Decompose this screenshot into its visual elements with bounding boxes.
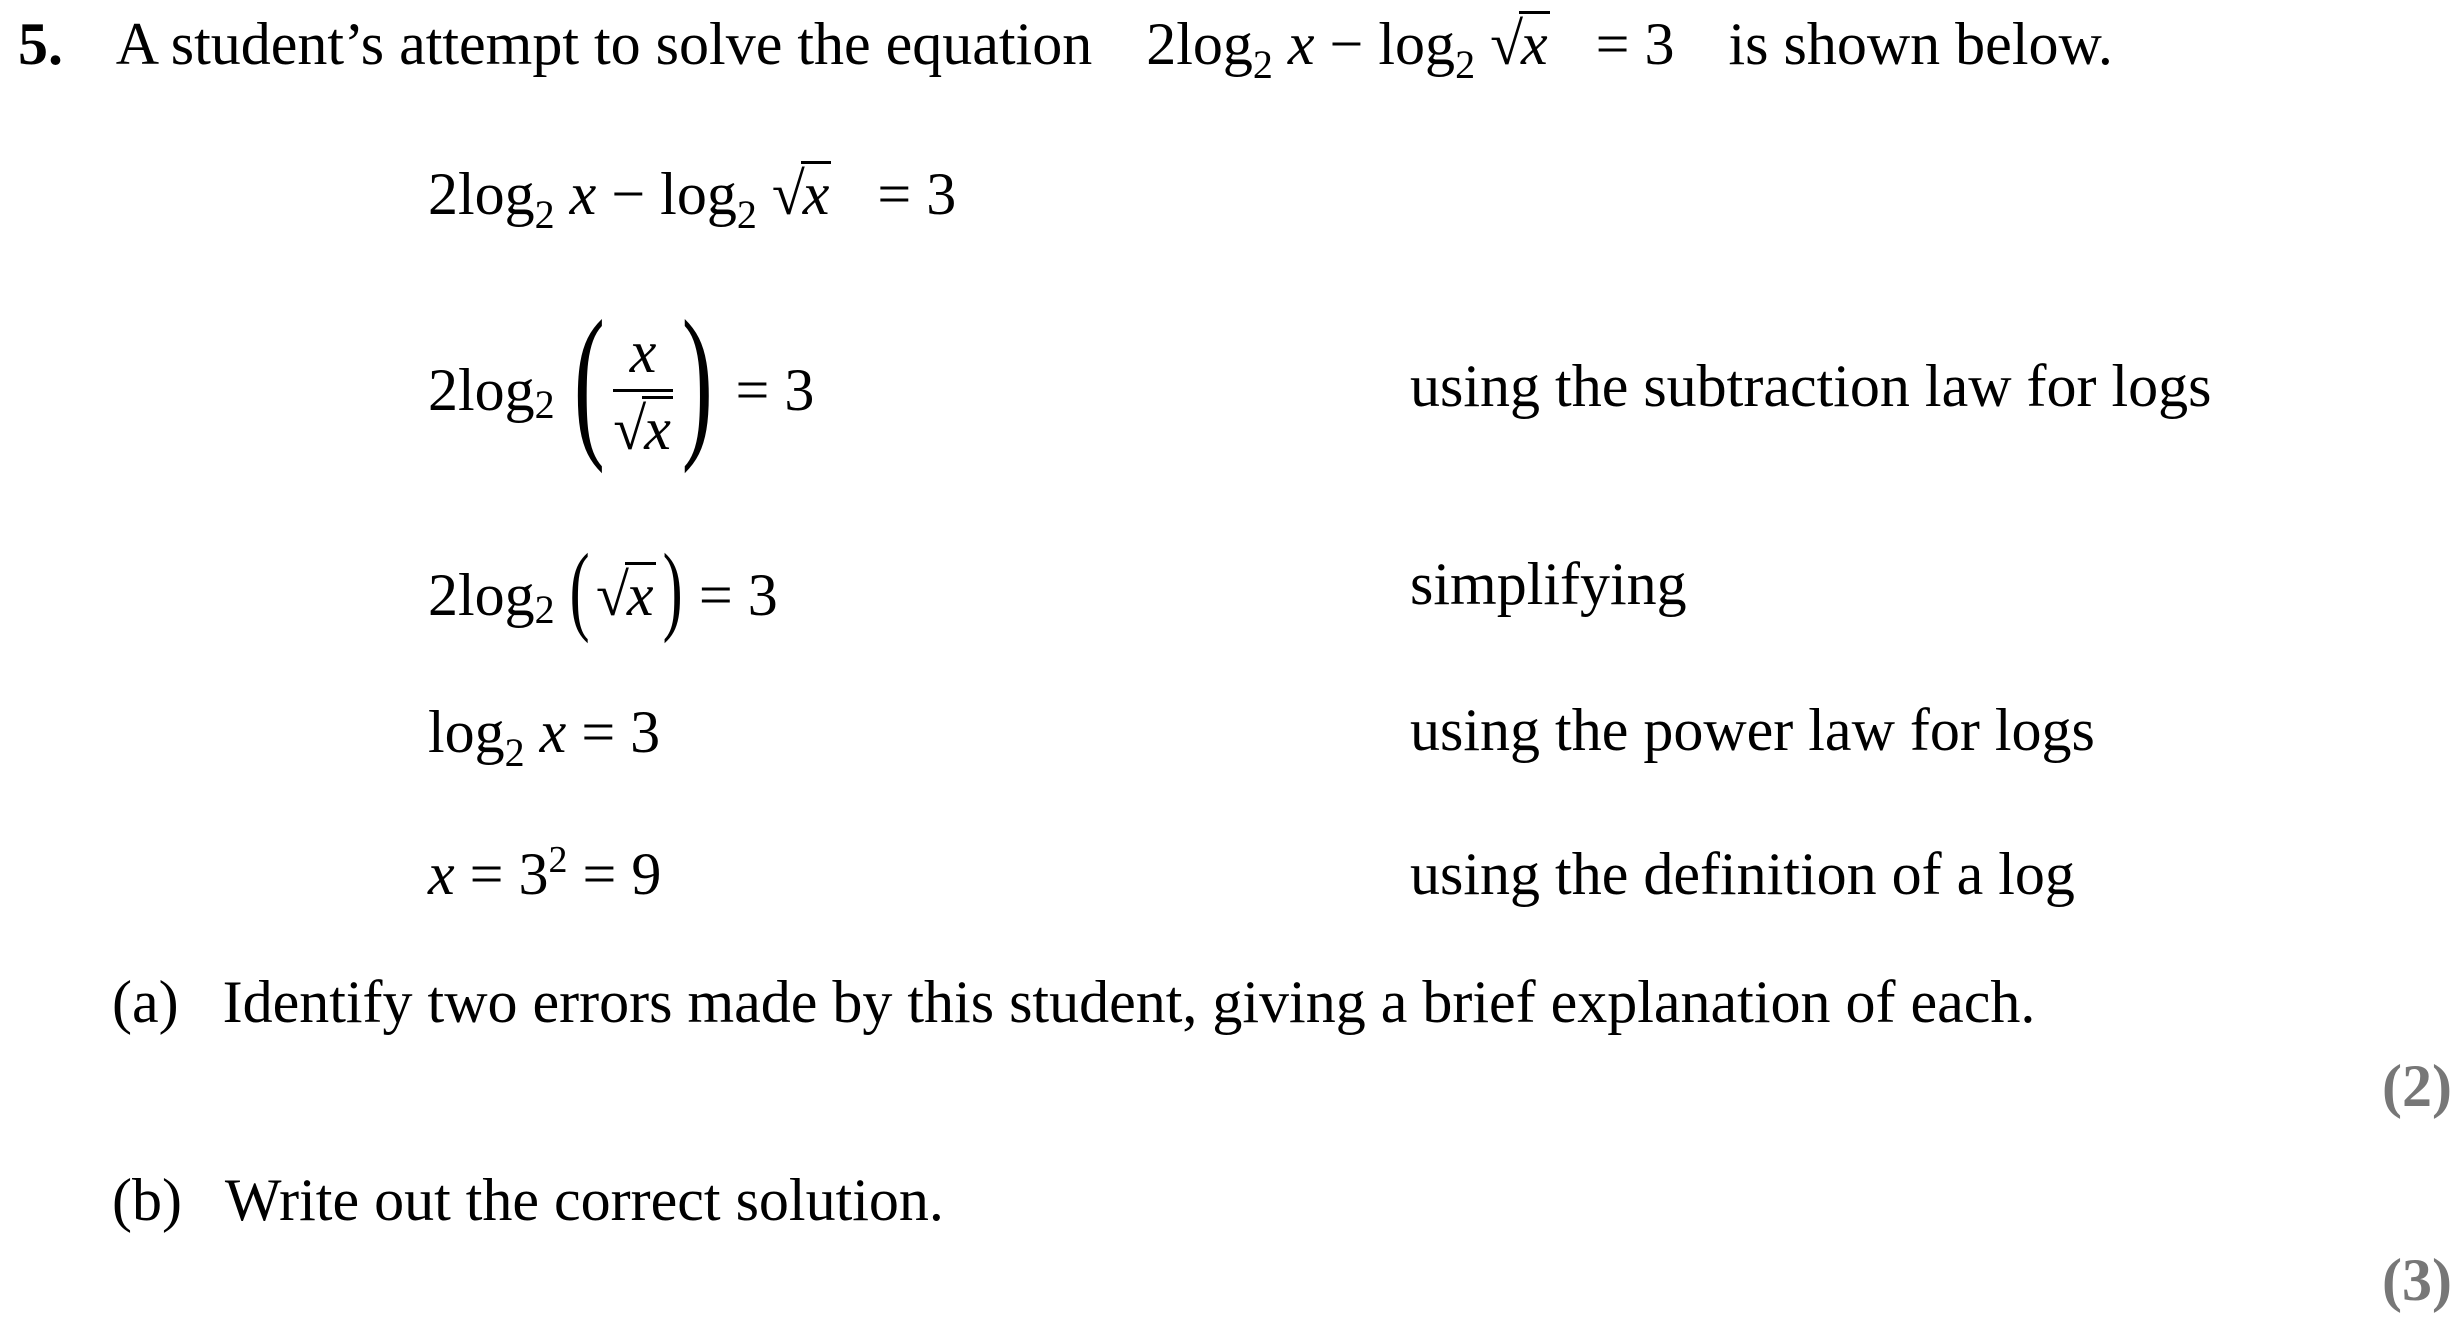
step-1-expression: $2\log_2$ $x - \log_2 √x = 3$: [428, 161, 957, 237]
step-4-reason: using the power law for logs: [1410, 697, 2095, 763]
part-a-label: (a): [112, 969, 179, 1035]
question-outro-text: is shown below.: [1728, 11, 2113, 77]
step-3-reason: simplifying: [1410, 551, 1687, 617]
part-a-text: Identify two errors made by this student, giving a brief explanation of each.: [222, 969, 2036, 1035]
step-4-expression: $\log_2 x = 3$: [428, 699, 661, 775]
question-intro-text: A student’s attempt to solve the equation: [115, 11, 1093, 77]
question-header: [18, 10, 2113, 87]
part-a: [112, 968, 2035, 1037]
part-b-marks: (3): [2382, 1247, 2452, 1313]
part-b-text: Write out the correct solution.: [224, 1167, 944, 1233]
part-b: [112, 1166, 944, 1235]
step-2-expression: 2 log 2 ( $\frac{x}{√x}$ ) = 3: [428, 286, 815, 474]
question-equation: $2\log_2$ $x - \log_2 √x = 3$: [1146, 11, 1675, 87]
part-a-marks: (2): [2382, 1053, 2452, 1119]
question-number: 5.: [18, 11, 63, 77]
part-b-label: (b): [112, 1167, 182, 1233]
step-5-reason: using the definition of a log: [1410, 841, 2075, 907]
step-5-expression: $x = 3^2 = 9$: [428, 839, 662, 907]
step-3-expression: 2 log 2 ( √x ) = 3: [428, 533, 778, 644]
step-2-reason: using the subtraction law for logs: [1410, 353, 2212, 419]
fraction-x-over-sqrt-x: $\frac{x}{√x}$: [613, 318, 671, 462]
